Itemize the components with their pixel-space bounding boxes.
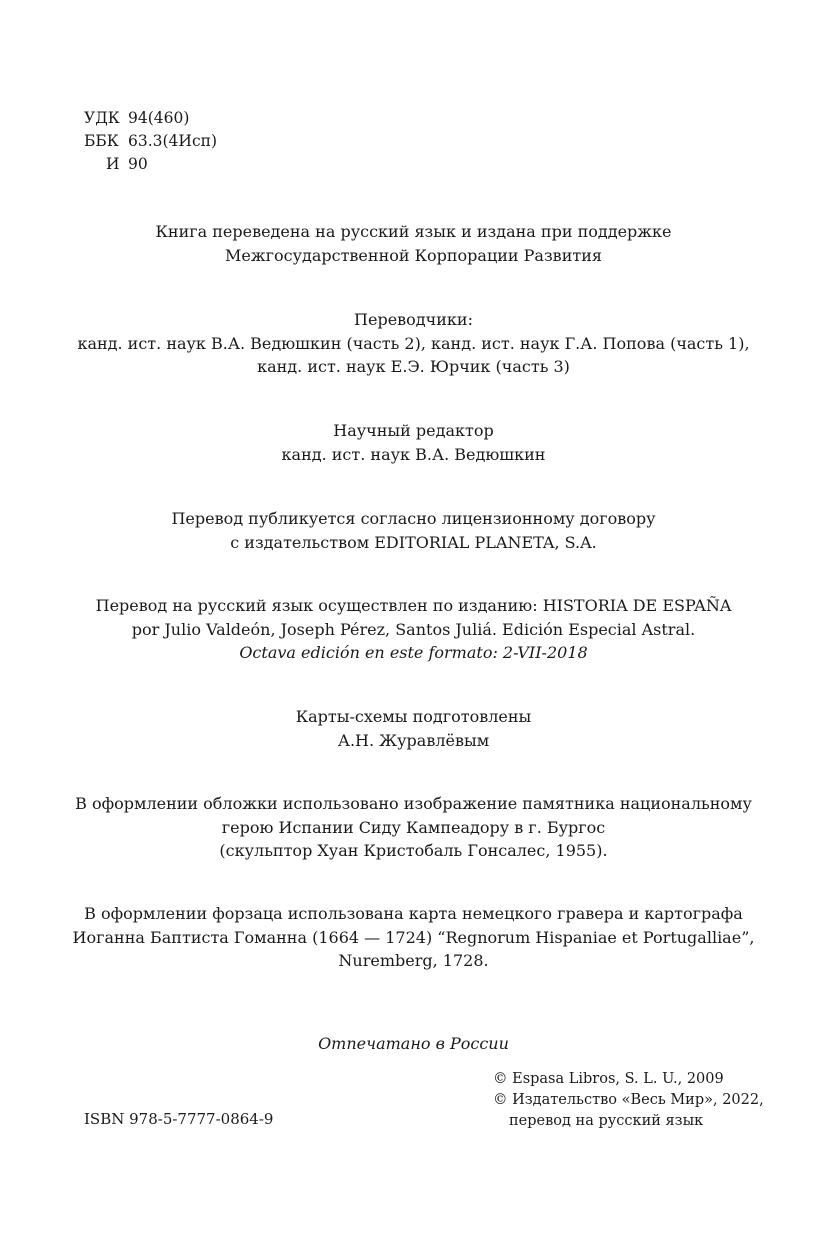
support-note [60,220,767,267]
source-edition-note [60,594,767,665]
license-line: с издательством EDITORIAL PLANETA, S.A. [230,532,597,552]
source-line-italic: Octava edición en este formato: 2-VII-2018 [239,643,588,662]
endpaper-note [60,902,767,973]
translators-line: канд. ист. наук В.А. Ведюшкин (часть 2), канд. ист. наук Г.А. Попова (часть 1), [77,333,750,353]
cover-line: (скульптор Хуан Кристобаль Гонсалес, 1955). [219,841,608,860]
editor-heading: Научный редактор [333,421,494,440]
translators-heading: Переводчики: [354,310,473,329]
source-line: Перевод на русский язык осуществлен по изданию: HISTORIA DE ESPAÑA [95,596,732,615]
translators-line: канд. ист. наук Е.Э. Юрчик (часть 3) [257,357,570,376]
license-line: Перевод публикуется согласно лицензионному договору [171,509,656,528]
udk-label: УДК [84,109,120,127]
bbk-label: ББК [84,132,119,150]
copyright-line: перевод на русский язык [509,1113,704,1129]
author-mark-value: 90 [128,155,148,173]
copyright-line: © Espasa Libros, S. L. U., 2009 [493,1071,724,1087]
support-line: Межгосударственной Корпорации Развития [225,245,602,265]
udk-value: 94(460) [128,109,190,127]
copyright-block [493,1069,764,1132]
cover-line: герою Испании Сиду Кампеадору в г. Бургос [221,817,606,837]
source-line: por Julio Valdeón, Joseph Pérez, Santos Juliá. Edición Especial Astral. [131,619,696,639]
endpaper-line: Иоганна Баптиста Гоманна (1664 — 1724) “Regnorum Hispaniae et Portugalliae”, [72,927,755,947]
copyright-line: © Издательство «Весь Мир», 2022, [493,1092,764,1108]
classification-block [84,107,217,176]
support-line: Книга переведена на русский язык и издана при поддержке [155,222,672,241]
author-mark-label: И [106,155,120,173]
translators-block [60,308,767,379]
editor-block [60,419,767,466]
endpaper-line: Nuremberg, 1728. [338,951,489,970]
printed-in-russia: Отпечатано в России [318,1034,509,1053]
author-mark-row [84,153,217,176]
isbn: ISBN 978-5-7777-0864-9 [84,1110,274,1128]
cover-line: В оформлении обложки использовано изображение памятника национальному [75,794,752,813]
cover-note [60,792,767,863]
udk-row [84,107,217,130]
bbk-value: 63.3(4Исп) [128,132,217,150]
editor-name: канд. ист. наук В.А. Ведюшкин [281,444,546,464]
endpaper-line: В оформлении форзаца использована карта немецкого гравера и картографа [84,904,743,923]
license-note [60,507,767,554]
maps-note [60,705,767,752]
maps-line: А.Н. Журавлёвым [337,730,490,750]
bbk-row [84,130,217,153]
maps-line: Карты-схемы подготовлены [295,707,532,726]
